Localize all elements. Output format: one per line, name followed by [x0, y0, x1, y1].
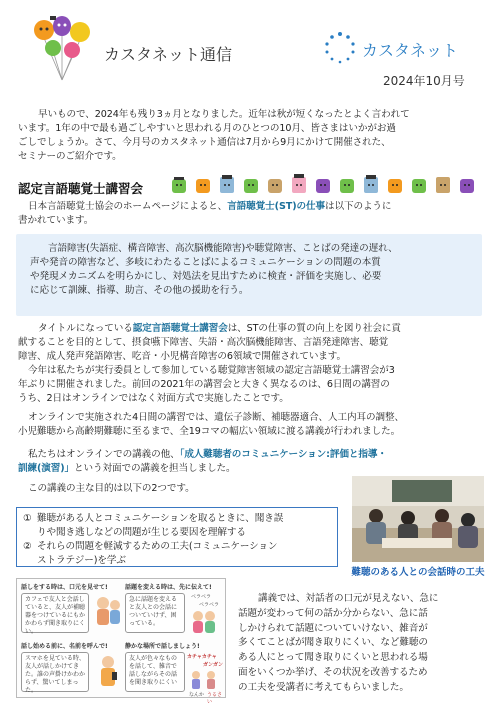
- noise-label: カチャカチャ: [187, 654, 217, 660]
- tip-text: スマホを見ている時、友人が話しかけてきた。誰の声掛けかわからず、驚いてしまった。: [21, 652, 89, 692]
- noise-label: ガンガン: [203, 662, 224, 668]
- classroom-photo: [352, 476, 484, 562]
- chatting-people-icon: [189, 607, 219, 637]
- cafe-people-icon: [93, 593, 123, 633]
- tip-heading: 話題を変える時は、先に伝えて!: [125, 584, 212, 591]
- st-definition-quote: 言語障害(失語症、構音障害、高次脳機能障害)や聴覚障害、ことばの発達の遅れ、 声や発音の障害など、多岐にわたることばによるコミュニケーションの問題の本質 や発現メカニズムを明らかにし、対処法を見出すために検査・評価を実施し、必要 に応じて訓練、指導、助言、その他の援助を行う。: [16, 234, 482, 316]
- halloween-balloons-icon: [30, 14, 94, 82]
- paragraph-st-definition: 日本言語聴覚士協会のホームページによると、言語聴覚士(ST)の仕事は以下のように 書かれています。: [18, 201, 392, 226]
- speech-bubble: なんか: [189, 692, 205, 698]
- section-title: 認定言語聴覚士講習会: [18, 181, 144, 196]
- paragraph-lecture-content: 講義では、対話者の口元が見えない、急に 話題が変わって何の話か分からない、急に話 しかけられて話題についていけない、雑音が 多くてことばが聞き取りにくい、など難聴の ある人にとって聞き取りにくいと思われる場 面をいくつか挙げ、その状況を改善するため の工夫を受講者に考えてもらいました。: [238, 593, 439, 693]
- tip-heading: 静かな場所で話しましょう!: [125, 643, 200, 650]
- goals-box: [16, 507, 338, 567]
- speech-bubble: ペラペラ: [199, 602, 220, 608]
- speech-bubble: うるさい: [207, 692, 223, 705]
- castanet-logo: [322, 30, 472, 66]
- dots-logo-icon: [322, 30, 358, 66]
- newsletter-title: カスタネット通信: [104, 45, 233, 64]
- tip-heading: 話し始める前に、名前を呼んで!: [21, 643, 108, 650]
- photo-caption: 難聴のある人との会話時の工夫: [351, 567, 485, 578]
- speech-bubble: ペラペラ: [191, 594, 212, 600]
- paragraph-course-overview: タイトルになっている認定言語聴覚士講習会は、STの仕事の質の向上を図り社会に貢 献することを目的として、摂食嚥下障害、失語・高次脳機能障害、言語発達障害、聴覚 障害、成人発声発語障害、吃音・小児構音障害の6領域で開催されています。 今年は私たちが実行委員として参加している聴覚障害領域の認定言語聴覚士講習会が3 年ぶりに開催されました。前回の2021年の講習会と大きく異なるのは、6日間の講習の うち、2日はオンラインではなく対面方式で実施したことです。: [18, 323, 401, 404]
- tip-heading: 話しをする時は、口元を見せて!: [21, 584, 108, 591]
- tip-text: 急に話題を変えると友人との会話についていけず、困っている。: [125, 593, 185, 633]
- tip-text: 友人が色々なものを話して、雑音で話しながらその話を聞き取りにくい: [125, 652, 185, 692]
- tip-text: カフェで友人と会話していると、友人が補聴器をつけているにもかかわらず聞き取りにくい。: [21, 593, 89, 633]
- intro-paragraph: 早いもので、2024年も残り3ヵ月となりました。近年は秋が短くなったとよく言われて います。1年の中で最も過ごしやすいと思われる月のひとつの10月、皆さまはいかがお過 ごしでしょうか。さて、今月号のカスタネット通信は7月から9月にかけて開催された、 セミナーのご紹介です。: [18, 109, 410, 162]
- paragraph-online-lectures: オンラインで実施された4日間の講習では、遺伝子診断、補聴器適合、人工内耳の調整、 小児難聴から高齢期難聴に至るまで、全19コマの幅広い領域に渡る講義が行われました。: [18, 412, 404, 437]
- communication-tips-illustration: [16, 578, 226, 705]
- issue-date: 2024年10月号: [383, 74, 465, 88]
- smartphone-person-icon: [93, 652, 123, 692]
- noisy-place-icon: [187, 669, 221, 693]
- paragraph-in-person-lecture: 私たちはオンラインでの講義の他、「成人難聴者のコミュニケーション:評価と指導・ 訓練(演習)」という対面での講義を担当しました。 この講義の主な目的は以下の2つです。: [18, 449, 387, 494]
- logo-text: カスタネット: [362, 41, 459, 60]
- monster-characters-icon: [170, 173, 492, 195]
- goal-item: ① 難聴がある人とコミュニケーションを取るときに、聞き誤 りや聞き逃しなどの問題が生じる要因を理解する: [23, 513, 284, 538]
- goal-item: ② それらの問題を軽減するための工夫(コミュニケーション ストラテジー)を学ぶ: [23, 541, 278, 566]
